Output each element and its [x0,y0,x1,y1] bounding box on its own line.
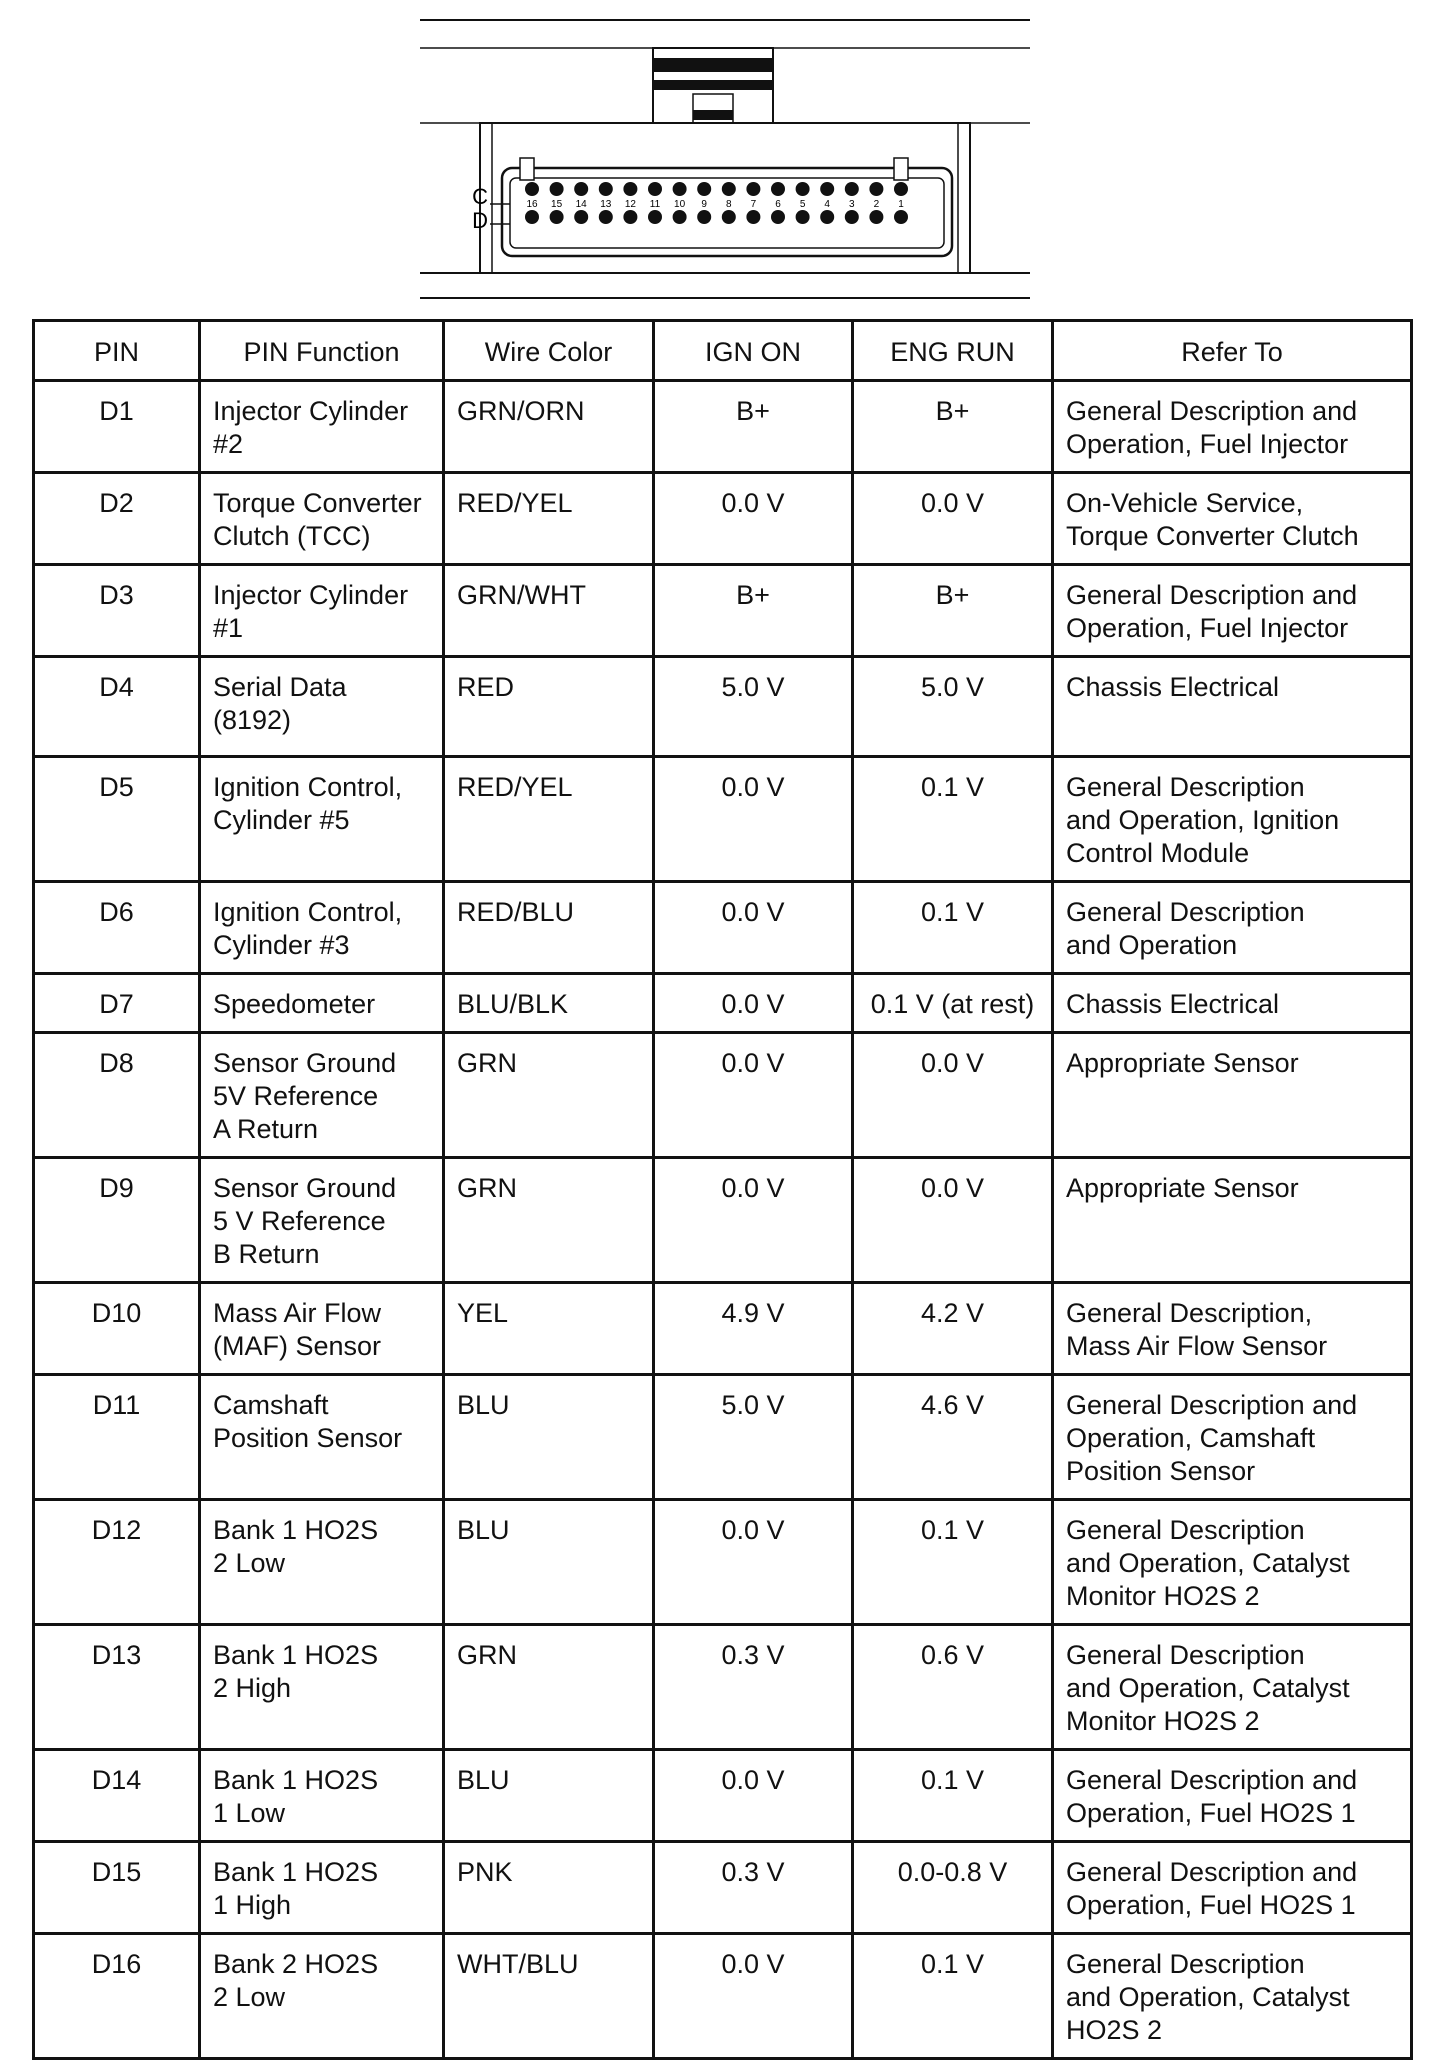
row-d-label: D [472,208,488,233]
pin-function-cell [200,657,444,757]
eng-run-cell: 0.1 V (at rest) [853,974,1053,1033]
pin-cell: D1 [34,381,200,473]
connector-pin-number: 14 [575,199,587,210]
connector-pin-c10 [673,182,687,196]
connector-pin-d3 [845,210,859,224]
ign-on-cell: 5.0 V [654,1375,853,1500]
ign-on-cell: 0.0 V [654,1158,853,1283]
table-row [34,381,1412,473]
connector-pin-number: 10 [674,199,686,210]
pin-function-cell [200,1375,444,1500]
pin-cell: D12 [34,1500,200,1625]
pin-cell: D15 [34,1842,200,1934]
header-function: PIN Function [200,321,444,381]
table-header-row [34,321,1412,381]
connector-pin-number: 16 [526,199,538,210]
wire-color-cell: PNK [444,1842,654,1934]
ign-on-cell: B+ [654,381,853,473]
refer-to-cell [1053,1158,1412,1283]
pin-function-cell-line: Bank 1 HO2S [213,1515,379,1545]
pin-function-cell-line: #2 [213,429,244,459]
connector-pin-d12 [623,210,637,224]
connector-pin-number: 9 [701,199,707,210]
ign-on-cell: 4.9 V [654,1283,853,1375]
wire-color-cell: GRN [444,1033,654,1158]
eng-run-cell: 4.6 V [853,1375,1053,1500]
refer-to-cell-line: Mass Air Flow Sensor [1066,1331,1328,1361]
pin-cell: D4 [34,657,200,757]
connector-pin-number: 2 [873,199,880,210]
pin-function-cell-line: Bank 1 HO2S [213,1640,379,1670]
connector-pin-d4 [820,210,834,224]
ign-on-cell: 0.3 V [654,1625,853,1750]
connector-pin-c5 [796,182,810,196]
pin-function-cell-line: 2 Low [213,1548,286,1578]
wire-color-cell: GRN/WHT [444,565,654,657]
connector-pin-number: 7 [750,199,757,210]
eng-run-cell: 0.1 V [853,1750,1053,1842]
pin-function-cell-line: Serial Data [213,672,347,702]
pin-function-cell-line: Position Sensor [213,1423,403,1453]
refer-to-cell-line: Operation, Fuel Injector [1066,429,1349,459]
pin-cell: D2 [34,473,200,565]
eng-run-cell: 0.0-0.8 V [853,1842,1053,1934]
ign-on-cell: 0.0 V [654,473,853,565]
ign-on-cell: 5.0 V [654,657,853,757]
eng-run-cell: 0.1 V [853,882,1053,974]
table-row [34,1375,1412,1500]
pin-function-cell-line: Injector Cylinder [213,396,409,426]
pin-function-cell-line: Cylinder #5 [213,805,350,835]
refer-to-cell [1053,974,1412,1033]
table-row [34,1750,1412,1842]
wire-color-cell: GRN [444,1158,654,1283]
pin-cell: D13 [34,1625,200,1750]
wire-color-cell: RED/YEL [444,757,654,882]
table-row [34,882,1412,974]
pin-function-cell [200,1500,444,1625]
refer-to-cell [1053,882,1412,974]
connector-pin-d11 [648,210,662,224]
table-row [34,657,1412,757]
pin-cell: D9 [34,1158,200,1283]
pin-function-cell-line: Cylinder #3 [213,930,350,960]
connector-pin-d16 [525,210,539,224]
pin-function-cell-line: 1 Low [213,1798,286,1828]
refer-to-cell-line: General Description [1066,897,1305,927]
refer-to-cell [1053,381,1412,473]
eng-run-cell: 5.0 V [853,657,1053,757]
header-refer-to: Refer To [1053,321,1412,381]
eng-run-cell: 4.2 V [853,1283,1053,1375]
refer-to-cell-line: Position Sensor [1066,1456,1256,1486]
pin-function-cell-line: Speedometer [213,989,376,1019]
connector-pin-c8 [722,182,736,196]
pin-cell: D10 [34,1283,200,1375]
connector-pin-d10 [673,210,687,224]
refer-to-cell-line: Appropriate Sensor [1066,1173,1299,1203]
pin-function-cell-line: (8192) [213,705,292,735]
refer-to-cell [1053,657,1412,757]
pin-function-cell [200,473,444,565]
pin-function-cell-line: Bank 1 HO2S [213,1765,379,1795]
pin-cell: D8 [34,1033,200,1158]
refer-to-cell-line: General Description and [1066,580,1358,610]
refer-to-cell-line: and Operation, Catalyst [1066,1982,1350,2012]
refer-to-cell-line: On-Vehicle Service, [1066,488,1304,518]
connector-pin-c7 [746,182,760,196]
pin-function-cell-line: 2 Low [213,1982,286,2012]
pin-cell: D6 [34,882,200,974]
eng-run-cell: 0.0 V [853,1158,1053,1283]
row-c-label: C [472,184,488,209]
pin-table [32,319,1413,2060]
connector-pin-c12 [623,182,637,196]
connector-pin-d15 [550,210,564,224]
refer-to-cell-line: Operation, Fuel Injector [1066,613,1349,643]
pin-function-cell [200,1750,444,1842]
table-row [34,1842,1412,1934]
pin-function-cell-line: Clutch (TCC) [213,521,371,551]
connector-pin-c4 [820,182,834,196]
header-pin: PIN [34,321,200,381]
refer-to-cell [1053,1934,1412,2059]
connector-pin-d6 [771,210,785,224]
wire-color-cell: BLU [444,1750,654,1842]
ign-on-cell: 0.3 V [654,1842,853,1934]
pin-function-cell [200,1283,444,1375]
refer-to-cell-line: Torque Converter Clutch [1066,521,1359,551]
pin-function-cell-line: Sensor Ground [213,1048,397,1078]
connector-pin-number: 5 [799,199,806,210]
refer-to-cell [1053,1375,1412,1500]
header-wire-color: Wire Color [444,321,654,381]
connector-pin-c16 [525,182,539,196]
pin-function-cell-line: Bank 2 HO2S [213,1949,379,1979]
pin-function-cell-line: 5V Reference [213,1081,379,1111]
refer-to-cell-line: Control Module [1066,838,1250,868]
refer-to-cell-line: and Operation, Catalyst [1066,1673,1350,1703]
pin-function-cell-line: B Return [213,1239,320,1269]
refer-to-cell-line: General Description and [1066,1390,1358,1420]
eng-run-cell: B+ [853,565,1053,657]
table-row [34,757,1412,882]
ign-on-cell: 0.0 V [654,757,853,882]
refer-to-cell-line: Operation, Camshaft [1066,1423,1316,1453]
pin-cell: D11 [34,1375,200,1500]
pin-function-cell [200,1934,444,2059]
refer-to-cell [1053,565,1412,657]
ign-on-cell: 0.0 V [654,974,853,1033]
wire-color-cell: WHT/BLU [444,1934,654,2059]
connector-pin-d7 [746,210,760,224]
refer-to-cell-line: General Description, [1066,1298,1313,1328]
refer-to-cell-line: Operation, Fuel HO2S 1 [1066,1798,1356,1828]
connector-pin-d5 [796,210,810,224]
refer-to-cell [1053,1750,1412,1842]
connector-pin-number: 4 [824,199,830,210]
refer-to-cell-line: General Description [1066,1949,1305,1979]
refer-to-cell-line: HO2S 2 [1066,2015,1163,2045]
header-ign-on: IGN ON [654,321,853,381]
wire-color-cell: BLU [444,1375,654,1500]
pin-function-cell-line: Camshaft [213,1390,329,1420]
connector-pin-c15 [550,182,564,196]
eng-run-cell: 0.6 V [853,1625,1053,1750]
connector-pin-d1 [894,210,908,224]
wire-color-cell: BLU/BLK [444,974,654,1033]
wire-color-cell: BLU [444,1500,654,1625]
refer-to-cell-line: General Description [1066,1640,1305,1670]
connector-pin-c6 [771,182,785,196]
refer-to-cell-line: Chassis Electrical [1066,672,1280,702]
pin-function-cell-line: 1 High [213,1890,292,1920]
table-row [34,1500,1412,1625]
pin-function-cell-line: 5 V Reference [213,1206,386,1236]
ign-on-cell: B+ [654,565,853,657]
wire-color-cell: RED/YEL [444,473,654,565]
refer-to-cell [1053,1625,1412,1750]
pin-function-cell-line: Torque Converter [213,488,422,518]
pin-function-cell-line: Ignition Control, [213,897,403,927]
pin-function-cell-line: 2 High [213,1673,292,1703]
connector-pin-c11 [648,182,662,196]
connector-pin-number: 6 [775,199,781,210]
pin-function-cell [200,565,444,657]
wire-color-cell: GRN [444,1625,654,1750]
refer-to-cell-line: and Operation, Catalyst [1066,1548,1350,1578]
refer-to-cell-line: Chassis Electrical [1066,989,1280,1019]
pin-function-cell-line: (MAF) Sensor [213,1331,382,1361]
eng-run-cell: 0.0 V [853,473,1053,565]
pin-function-cell-line: Bank 1 HO2S [213,1857,379,1887]
ign-on-cell: 0.0 V [654,1934,853,2059]
eng-run-cell: 0.1 V [853,1500,1053,1625]
connector-pin-number: 8 [726,199,732,210]
refer-to-cell-line: Operation, Fuel HO2S 1 [1066,1890,1356,1920]
wire-color-cell: YEL [444,1283,654,1375]
refer-to-cell [1053,1033,1412,1158]
wire-color-cell: RED [444,657,654,757]
eng-run-cell: 0.1 V [853,1934,1053,2059]
pin-function-cell-line: #1 [213,613,244,643]
header-eng-run: ENG RUN [853,321,1053,381]
connector-pin-d14 [574,210,588,224]
refer-to-cell-line: General Description [1066,772,1305,802]
connector-pin-number: 3 [849,199,855,210]
connector-pin-c1 [894,182,908,196]
connector-pin-number: 12 [624,199,636,210]
eng-run-cell: 0.1 V [853,757,1053,882]
table-row [34,1033,1412,1158]
pin-function-cell [200,974,444,1033]
refer-to-cell [1053,1842,1412,1934]
refer-to-cell [1053,1500,1412,1625]
pin-function-cell [200,882,444,974]
pin-function-cell [200,1625,444,1750]
refer-to-cell-line: Monitor HO2S 2 [1066,1581,1260,1611]
connector-pin-number: 1 [898,199,904,210]
refer-to-cell-line: Monitor HO2S 2 [1066,1706,1260,1736]
table-row [34,1625,1412,1750]
connector-pin-c9 [697,182,711,196]
connector-pin-d13 [599,210,613,224]
connector-diagram [420,18,1040,300]
refer-to-cell [1053,473,1412,565]
refer-to-cell-line: General Description and [1066,396,1358,426]
table-row [34,974,1412,1033]
connector-pin-d8 [722,210,736,224]
connector-pin-c3 [845,182,859,196]
table-row [34,1283,1412,1375]
eng-run-cell: B+ [853,381,1053,473]
connector-pin-d9 [697,210,711,224]
ign-on-cell: 0.0 V [654,1033,853,1158]
refer-to-cell-line: General Description and [1066,1765,1358,1795]
connector-pin-number: 13 [600,199,612,210]
wire-color-cell: GRN/ORN [444,381,654,473]
pin-function-cell [200,381,444,473]
connector-pin-number: 15 [551,199,563,210]
pin-function-cell-line: Sensor Ground [213,1173,397,1203]
connector-pin-c13 [599,182,613,196]
table-row [34,565,1412,657]
ign-on-cell: 0.0 V [654,882,853,974]
connector-pin-c2 [869,182,883,196]
pin-function-cell-line: Mass Air Flow [213,1298,382,1328]
ign-on-cell: 0.0 V [654,1500,853,1625]
table-row [34,1158,1412,1283]
connector-pin-d2 [869,210,883,224]
table-row [34,1934,1412,2059]
refer-to-cell-line: Appropriate Sensor [1066,1048,1299,1078]
pin-function-cell [200,1033,444,1158]
pin-function-cell-line: Injector Cylinder [213,580,409,610]
pin-function-cell [200,1842,444,1934]
pin-function-cell-line: A Return [213,1114,319,1144]
refer-to-cell-line: General Description and [1066,1857,1358,1887]
pin-function-cell [200,757,444,882]
pin-cell: D16 [34,1934,200,2059]
wire-color-cell: RED/BLU [444,882,654,974]
eng-run-cell: 0.0 V [853,1033,1053,1158]
pin-cell: D5 [34,757,200,882]
refer-to-cell [1053,757,1412,882]
pin-cell: D14 [34,1750,200,1842]
table-row [34,473,1412,565]
connector-pin-c14 [574,182,588,196]
refer-to-cell-line: General Description [1066,1515,1305,1545]
refer-to-cell-line: and Operation [1066,930,1238,960]
pin-function-cell [200,1158,444,1283]
pin-cell: D7 [34,974,200,1033]
refer-to-cell [1053,1283,1412,1375]
pin-cell: D3 [34,565,200,657]
pin-function-cell-line: Ignition Control, [213,772,403,802]
ign-on-cell: 0.0 V [654,1750,853,1842]
refer-to-cell-line: and Operation, Ignition [1066,805,1340,835]
connector-pin-number: 11 [649,199,661,210]
